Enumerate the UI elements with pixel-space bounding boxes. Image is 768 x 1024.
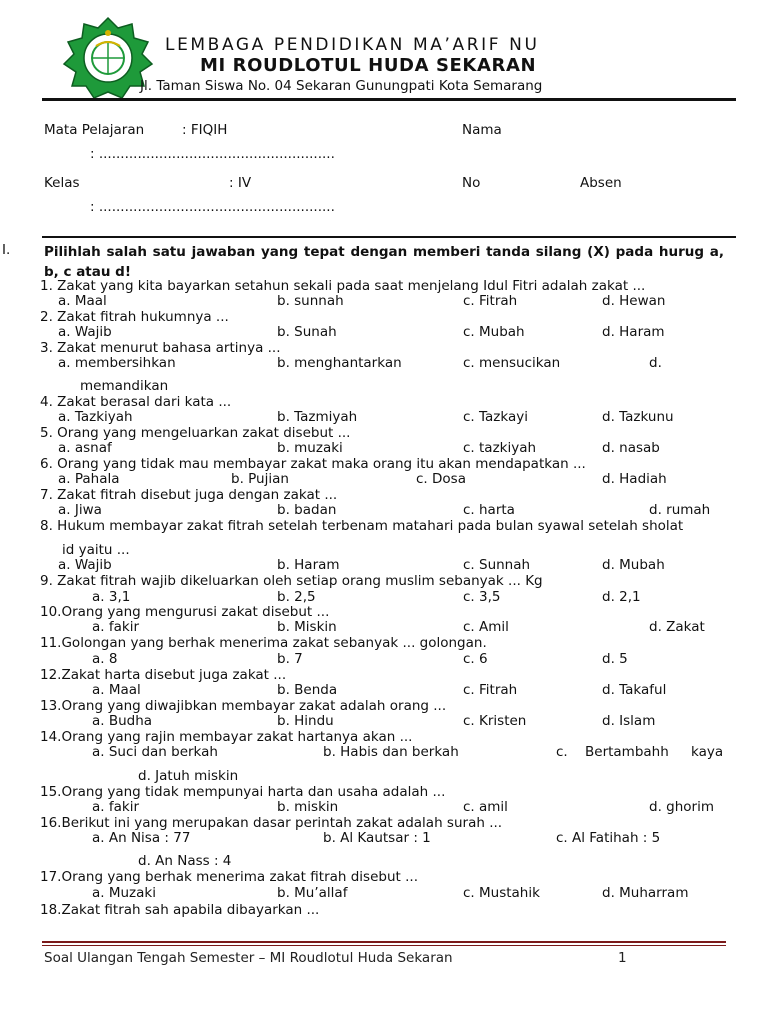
question-12: 12.Zakat harta disebut juga zakat ... [40,667,287,683]
school-name: MI ROUDLOTUL HUDA SEKARAN [200,55,537,76]
option-d[interactable]: d. Zakat [649,619,705,635]
option-c[interactable]: c. Amil [463,619,509,635]
option-b[interactable]: b. sunnah [277,293,344,309]
option-d[interactable]: d. An Nass : 4 [138,853,232,869]
option-c[interactable]: c. harta [463,502,515,518]
option-b[interactable]: b. Benda [277,682,338,698]
option-a[interactable]: a. Pahala [58,471,120,487]
question-17: 17.Orang yang berhak menerima zakat fitrah disebut ... [40,869,418,885]
option-d-continued[interactable]: memandikan [80,378,169,394]
option-d[interactable]: d. Takaful [602,682,667,698]
question-5: 5. Orang yang mengeluarkan zakat disebut ... [40,425,351,441]
option-d[interactable]: d. Haram [602,324,665,340]
option-b[interactable]: b. 7 [277,651,303,667]
option-c[interactable]: c. 6 [463,651,488,667]
option-b[interactable]: b. Haram [277,557,340,573]
option-a[interactable]: a. Suci dan berkah [92,744,218,760]
question-8: 8. Hukum membayar zakat fitrah setelah terbenam matahari pada bulan syawal setelah sholat [40,518,684,534]
option-a[interactable]: a. Maal [92,682,141,698]
question-2: 2. Zakat fitrah hukumnya ... [40,309,229,325]
option-b[interactable]: b. Al Kautsar : 1 [323,830,431,846]
section-instruction: Pilihlah salah satu jawaban yang tepat dengan memberi tanda silang (X) pada hurug a, b, c atau d! [44,244,724,280]
option-c[interactable]: c. Mubah [463,324,525,340]
name-field[interactable]: : ....................................................... [90,146,335,162]
question-13: 13.Orang yang diwajibkan membayar zakat adalah orang ... [40,698,447,714]
option-b[interactable]: b. miskin [277,799,339,815]
absen-field[interactable]: : ....................................................... [90,199,335,215]
option-a[interactable]: a. 8 [92,651,118,667]
footer-text: Soal Ulangan Tengah Semester – MI Roudlotul Huda Sekaran [44,950,453,966]
school-address: Jl. Taman Siswa No. 04 Sekaran Gunungpati Kota Semarang [140,78,543,94]
identity-divider [42,236,736,238]
question-8-continued: id yaitu ... [62,542,130,558]
option-c[interactable]: c. Fitrah [463,293,518,309]
question-7: 7. Zakat fitrah disebut juga dengan zakat ... [40,487,338,503]
option-d[interactable]: d. 2,1 [602,589,641,605]
option-b[interactable]: b. muzaki [277,440,343,456]
option-c[interactable]: c. Sunnah [463,557,531,573]
option-a[interactable]: a. Muzaki [92,885,156,901]
option-c[interactable]: c. Dosa [416,471,466,487]
option-b[interactable]: b. Tazmiyah [277,409,358,425]
page-number: 1 [618,950,627,966]
question-16: 16.Berikut ini yang merupakan dasar perintah zakat adalah surah ... [40,815,503,831]
option-a[interactable]: a. Jiwa [58,502,102,518]
option-c-text-end[interactable]: kaya [691,744,724,760]
option-c[interactable]: c. Mustahik [463,885,540,901]
question-3: 3. Zakat menurut bahasa artinya ... [40,340,281,356]
option-d[interactable]: d. ghorim [649,799,714,815]
option-a[interactable]: a. Wajib [58,557,112,573]
question-10: 10.Orang yang mengurusi zakat disebut ... [40,604,330,620]
option-d[interactable]: d. 5 [602,651,628,667]
option-b[interactable]: b. Habis dan berkah [323,744,459,760]
question-4: 4. Zakat berasal dari kata ... [40,394,232,410]
option-d[interactable]: d. Hewan [602,293,666,309]
subject-label: Mata Pelajaran [44,122,145,138]
question-18: 18.Zakat fitrah sah apabila dibayarkan ... [40,902,320,918]
option-a[interactable]: a. membersihkan [58,355,176,371]
absen-label: Absen [580,175,622,191]
option-d[interactable]: d. rumah [649,502,711,518]
option-a[interactable]: a. fakir [92,799,139,815]
option-b[interactable]: b. menghantarkan [277,355,402,371]
no-label: No [462,175,481,191]
subject-value: : FIQIH [182,122,228,138]
option-b[interactable]: b. Hindu [277,713,334,729]
option-c[interactable]: c. tazkiyah [463,440,537,456]
option-c[interactable]: c. amil [463,799,508,815]
option-c[interactable]: c. Kristen [463,713,527,729]
option-d[interactable]: d. nasab [602,440,660,456]
option-d[interactable]: d. Tazkunu [602,409,674,425]
option-a[interactable]: a. asnaf [58,440,112,456]
option-d[interactable]: d. Mubah [602,557,665,573]
footer-divider [42,941,726,943]
option-c[interactable]: c. Fitrah [463,682,518,698]
option-c[interactable]: c. Al Fatihah : 5 [556,830,661,846]
option-b[interactable]: b. Pujian [231,471,289,487]
question-11: 11.Golongan yang berhak menerima zakat sebanyak ... golongan. [40,635,487,651]
question-1: 1. Zakat yang kita bayarkan setahun sekali pada saat menjelang Idul Fitri adalah zakat ... [40,278,646,294]
option-b[interactable]: b. Sunah [277,324,337,340]
option-b[interactable]: b. badan [277,502,337,518]
option-a[interactable]: a. Maal [58,293,107,309]
option-d[interactable]: d. Hadiah [602,471,667,487]
option-b[interactable]: b. Mu’allaf [277,885,348,901]
option-b[interactable]: b. Miskin [277,619,337,635]
option-d[interactable]: d. Jatuh miskin [138,768,239,784]
name-label: Nama [462,122,502,138]
option-a[interactable]: a. An Nisa : 77 [92,830,191,846]
question-15: 15.Orang yang tidak mempunyai harta dan usaha adalah ... [40,784,446,800]
institution-title: LEMBAGA PENDIDIKAN MA’ARIF NU [165,35,540,55]
question-6: 6. Orang yang tidak mau membayar zakat maka orang itu akan mendapatkan ... [40,456,586,472]
question-14: 14.Orang yang rajin membayar zakat hartanya akan ... [40,729,413,745]
option-c[interactable]: c. 3,5 [463,589,501,605]
option-a[interactable]: a. Budha [92,713,153,729]
option-c-text[interactable]: Bertambahh [585,744,669,760]
option-d[interactable]: d. [649,355,662,371]
option-b[interactable]: b. 2,5 [277,589,316,605]
option-c[interactable]: c. mensucikan [463,355,561,371]
option-d[interactable]: d. Muharram [602,885,689,901]
option-c[interactable]: c. Tazkayi [463,409,528,425]
header-divider [42,98,736,101]
option-c[interactable]: c. [556,744,568,760]
option-d[interactable]: d. Islam [602,713,656,729]
class-value: : IV [229,175,252,191]
option-a[interactable]: a. fakir [92,619,139,635]
class-label: Kelas [44,175,80,191]
section-number: I. [2,242,11,258]
option-a[interactable]: a. 3,1 [92,589,131,605]
option-a[interactable]: a. Wajib [58,324,112,340]
question-9: 9. Zakat fitrah wajib dikeluarkan oleh setiap orang muslim sebanyak ... Kg [40,573,543,589]
option-a[interactable]: a. Tazkiyah [58,409,133,425]
footer-divider-thin [42,945,726,946]
